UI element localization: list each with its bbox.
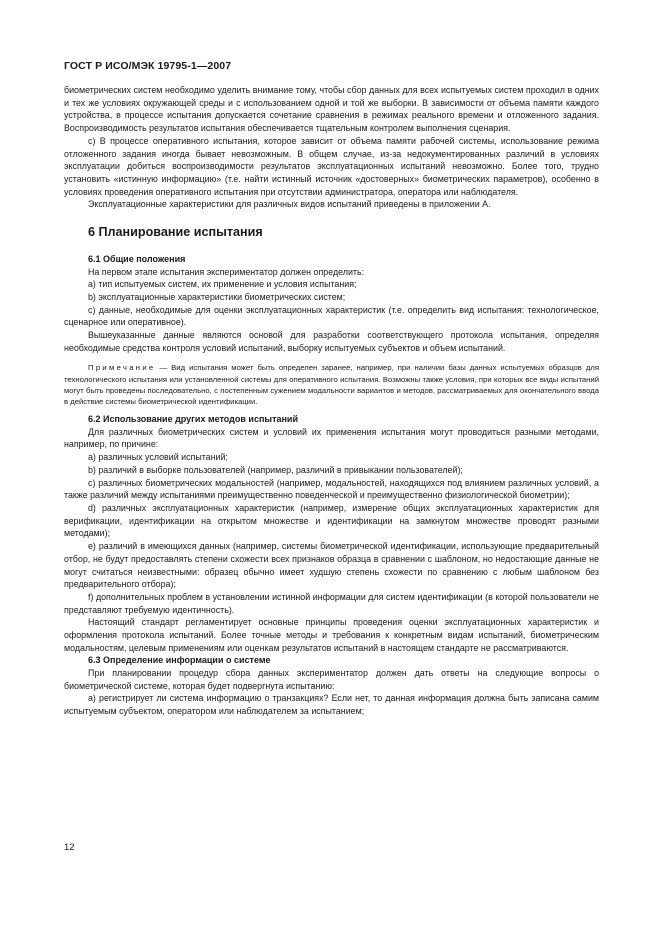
s63-item-a: а) регистрирует ли система информацию о транзакциях? Если нет, то данная информация должна быть записана самим испытуемым субъектом, оператором или наблюдателем за испытанием; xyxy=(64,693,599,717)
section-6-1-title: 6.1 Общие положения xyxy=(88,254,186,265)
s62-item-c: с) различных биометрических модальностей (например, модальностей, находящихся под влиянием различных условий, а также различий между испытаниями преимущественно поведенческой и преимущественно физиологической биометрии); xyxy=(64,477,599,501)
s62-item-e: е) различий в имеющихся данных (например, системы биометрической идентификации, использующие предварительный отбор, не будут предоставлять степени схожести всех признаков образца в сравнении с шаблоном, но недостающие данные не могут считаться неизвестными: образец обычно имеет худшую степень схожести по сравнению с любым шаблоном без предварительного отбора); xyxy=(64,541,599,590)
section-6-2-title: 6.2 Использование других методов испытаний xyxy=(88,414,299,425)
s61-item-b: b) эксплуатационные характеристики биометрических систем; xyxy=(88,291,346,302)
note-label: Примечание xyxy=(88,363,156,373)
s62-item-b: b) различий в выборке пользователей (например, различий в привыкании пользователей); xyxy=(88,464,463,475)
s62-item-d: d) различных эксплуатационных характеристик (например, измерение общих эксплуатационных характеристик для верификации, идентификации на открытом множестве и идентификации на замкнутом множестве проводят разными методами); xyxy=(64,502,599,539)
document-header: ГОСТ Р ИСО/МЭК 19795-1—2007 xyxy=(64,60,232,72)
note xyxy=(64,362,599,407)
s62-item-f: f) дополнительных проблем в установлении истинной информации для систем идентификации (в которой пользователи не представляют требуемую идентичность). xyxy=(64,591,599,615)
s61-paragraph-1: На первом этапе испытания экспериментатор должен определить: xyxy=(88,266,365,277)
intro-paragraph-1: биометрических систем необходимо уделить внимание тому, чтобы сбор данных для всех испытуемых систем проходил в одних и тех же условиях окружающей среды и с использованием одной и той же выборки. В зависимости от объема памяти каждого устройства, в процессе испытания допускается сочетание сравнения в режимах реального времени и отложенного задания. Воспроизводимость результатов испытания обеспечивается тщательным контролем выполнения сценария. xyxy=(64,85,599,134)
section-6-title: 6 Планирование испытания xyxy=(88,225,263,240)
s61-item-a: а) тип испытуемых систем, их применение и условия испытания; xyxy=(88,279,357,290)
page-number: 12 xyxy=(64,842,75,853)
s62-paragraph-1: Для различных биометрических систем и условий их применения испытания могут проводиться разными методами, например, по причине: xyxy=(64,426,599,450)
section-6-3-title: 6.3 Определение информации о системе xyxy=(88,655,271,666)
intro-paragraph-2: с) В процессе оперативного испытания, которое зависит от объема памяти рабочей системы, использование режима отложенного задания иногда бывает невозможным. В общем случае, из-за недокументированных различий в условиях эксплуатации добиться воспроизводимости результатов эксплуатационных испытаний невозможно. Более того, трудно установить «истинную информацию» (т.е. найти истинный источник «достоверных» биометрических параметров), особенно в условиях проведения оперативного испытания при отсутствии администратора, оператора или наблюдателя. xyxy=(64,135,599,197)
s61-item-c: с) данные, необходимые для оценки эксплуатационных характеристик (т.е. определить вид испытания: технологическое, сценарное или оперативное). xyxy=(64,304,599,328)
s62-paragraph-8: Настоящий стандарт регламентирует основные принципы проведения оценки эксплуатационных характеристик и оформления протокола испытаний. Более точные методы и требования к конкретным видам испытаний, биометрическим модальностям, целевым применениям или оценкам результатов испытаний в настоящем стандарте не рассматриваются. xyxy=(64,617,599,653)
intro-paragraph-3: Эксплуатационные характеристики для различных видов испытаний приведены в приложении А. xyxy=(88,199,491,210)
note-text: — Вид испытания может быть определен заранее, например, при наличии базы данных испытуемых образцов для технологического испытания или установленной системы для оперативного испытания. Возможны также условия, при которых все виды испытаний могут быть проведены последовательно, с постепенным сужением модальности вариантов и методов, рассматриваемых для окончательного ввода в действие системы биометрической идентификации. xyxy=(64,363,599,407)
page-body xyxy=(64,84,599,718)
s61-paragraph-5: Вышеуказанные данные являются основой для разработки соответствующего протокола испытания, определяя необходимые средства контроля условий испытаний, выборку испытуемых субъектов и объем испытаний. xyxy=(64,330,599,353)
s62-item-a: а) различных условий испытаний; xyxy=(88,452,228,463)
s63-paragraph-1: При планировании процедур сбора данных экспериментатор должен дать ответы на следующие вопросы о биометрической системе, которая будет подвергнута испытанию: xyxy=(64,667,599,691)
